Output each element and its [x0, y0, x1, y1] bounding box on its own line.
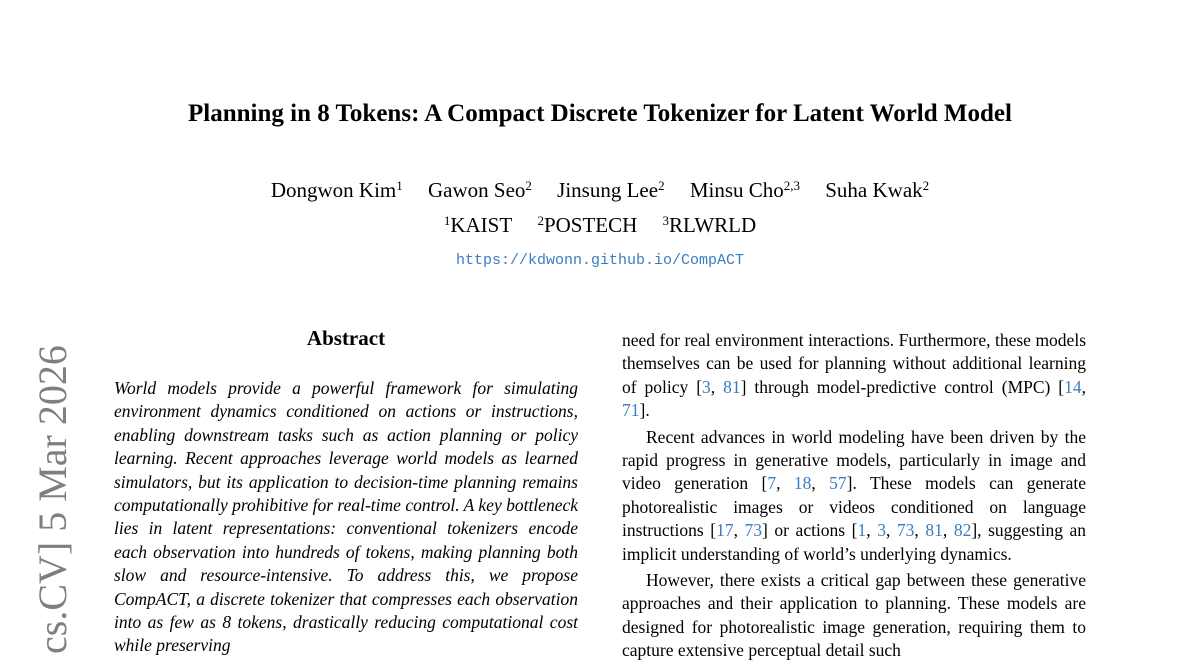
citation-link[interactable]: 17 [716, 520, 734, 541]
paragraph: However, there exists a critical gap between these generative approaches and their application to planning. These models are designed for photorealistic image generation, requiring them to capture extensive perceptual detail such [622, 570, 1086, 661]
citation-link[interactable]: 73 [896, 520, 915, 541]
author: Dongwon Kim$^1$ [270, 178, 403, 202]
citation-link[interactable]: 18 [793, 473, 812, 494]
citation-link[interactable]: 3 [702, 376, 711, 397]
paper-title: Planning in 8 Tokens: A Compact Discrete Tokenizer for Latent World Model [188, 100, 1012, 127]
paragraph: need for real environment interactions. Furthermore, these models themselves can be used for planning without additional learning of policy [3, 81] through model-predictive control (MPC) [14, 71]. [622, 330, 1087, 421]
project-url-link[interactable]: https://kdwonn.github.io/CompACT [455, 252, 745, 269]
author: Jinsung Lee$^2$ [557, 178, 665, 202]
affiliation: $^2$POSTECH [537, 213, 638, 237]
affiliation-list [0, 213, 1200, 238]
citation-link[interactable]: 3 [877, 520, 886, 541]
citation-link[interactable]: 82 [953, 520, 972, 541]
author: Minsu Cho$^{2,3}$ [689, 178, 800, 202]
author: Gawon Seo$^2$ [428, 178, 532, 202]
author-list [0, 178, 1200, 203]
paragraph: Recent advances in world modeling have been driven by the rapid progress in generative models, particularly in image and video generation [7, 18, 57]. These models can generate photorealistic images or videos conditioned on language instructions [17, 73] or actions [1, 3, 73, 81, 82], suggesting an implicit understanding of world’s underlying dynamics. [622, 426, 1087, 564]
citation-link[interactable]: 7 [767, 473, 777, 494]
affiliation: $^3$RLWRLD [662, 213, 757, 237]
citation-link[interactable]: 71 [622, 400, 640, 421]
citation-link[interactable]: 81 [723, 376, 741, 397]
abstract-text: World models provide a powerful framework for simulating environment dynamics conditioned on actions or instructions, enabling downstream tasks such as action planning or policy learning. Recent approaches leverage world models as learned simulators, but its application to decision-time planning remains computationally prohibitive for real-time control. A key bottleneck lies in latent representations: conventional tokenizers encode each observation into hundreds of tokens, making planning both slow and resource-intensive. To address this, we propose CompACT, a discrete tokenizer that compresses each observation into as few as 8 tokens, drastically reducing computational cost while preserving [114, 378, 578, 656]
abstract-heading: Abstract [306, 326, 386, 350]
citation-link[interactable]: 73 [744, 520, 763, 541]
arxiv-sidebar [24, 324, 84, 654]
author: Suha Kwak$^2$ [825, 178, 930, 202]
citation-link[interactable]: 81 [925, 520, 943, 541]
affiliation: $^1$KAIST [443, 213, 513, 237]
citation-link[interactable]: 57 [829, 473, 847, 494]
intro-column [622, 329, 1086, 666]
citation-link[interactable]: 14 [1064, 376, 1082, 397]
citation-link[interactable]: 1 [857, 520, 867, 541]
arxiv-identifier: cs.CV] 5 Mar 2026 [30, 345, 75, 654]
